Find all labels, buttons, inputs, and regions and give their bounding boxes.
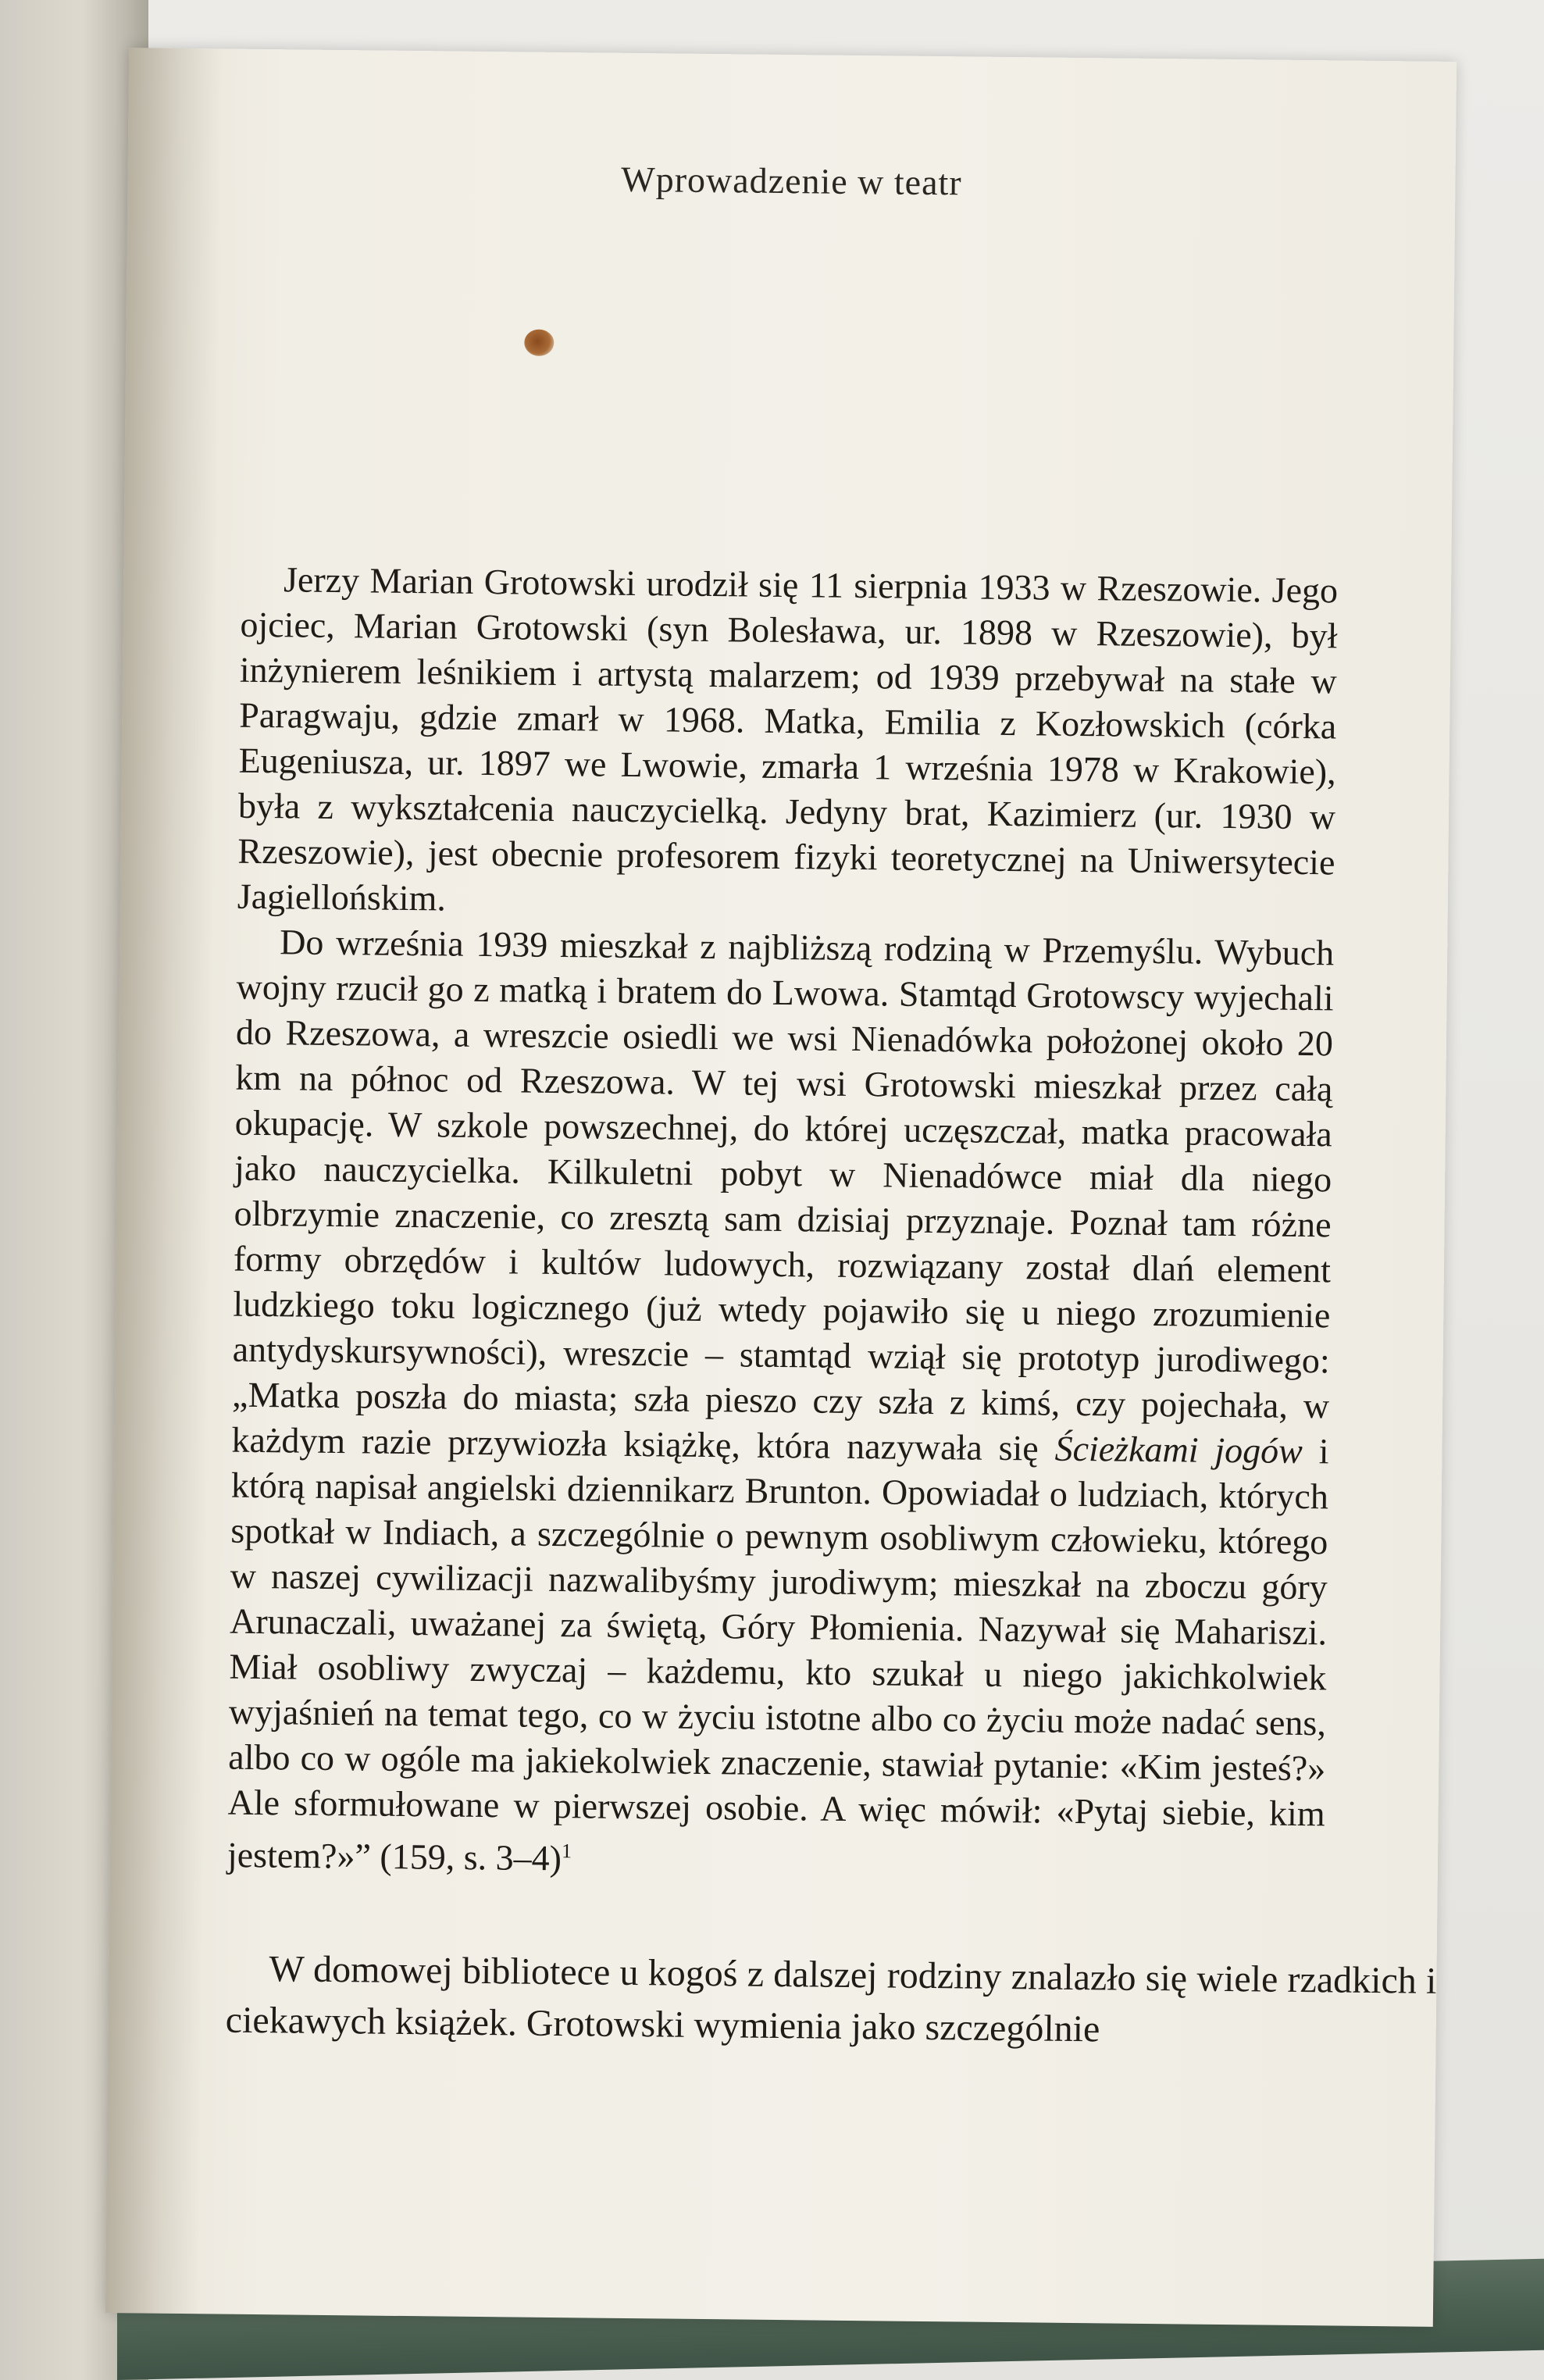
chapter-title: Wprowadzenie w teatr xyxy=(621,159,962,203)
paragraph-1: Jerzy Marian Grotowski urodził się 11 sierpnia 1933 w Rzeszowie. Jego ojciec, Marian Grotowski (syn Bolesława, ur. 1898 w Rzeszowie), był inżynierem leśnikiem i artystą malarzem; od 1939 przebywał na stałe w Paragwaju, gdzie zmarł w 1968. Matka, Emilia z Kozłowskich (córka Eugeniusza, ur. 1897 we Lwowie, zmarła 1 września 1978 w Krakowie), była z wykształcenia nauczycielką. Jedyny brat, Kazimierz (ur. 1930 w Rzeszowie), jest obecnie profesorem fizyki teoretycznej na Uniwersytecie Jagiellońskim. xyxy=(237,559,1339,919)
body-text-continued xyxy=(225,1943,1436,2059)
page-stain xyxy=(524,329,554,355)
paragraph-2 xyxy=(227,919,1335,1889)
paragraph-3: W domowej bibliotece u kogoś z dalszej rodziny znalazło się wiele rzadkich i ciekawych książek. Grotowski wymienia jako szczególnie xyxy=(225,1948,1437,2050)
body-text xyxy=(227,557,1339,1889)
footnote-mark: 1 xyxy=(561,1839,572,1863)
paragraph-2-text-b: i którą napisał angielski dziennikarz Brunton. Opowiadał o ludziach, których spotkał w Indiach, a szczególnie o pewnym osobliwym człowieku, którego w naszej cywilizacji nazwalibyśmy jurodiwym; mieszkał na zboczu góry Arunaczali, uważanej za świętą, Góry Płomienia. Nazywał się Mahariszi. Miał osobliwy zwyczaj – każdemu, kto szukał u niego jakichkolwiek wyjaśnień na temat tego, co w życiu istotne albo co życiu może nadać sens, albo co w ogóle ma jakiekolwiek znaczenie, stawiał pytanie: «Kim jesteś?» Ale sformułowane w pierwszej osobie. A więc mówił: «Pytaj siebie, kim jestem?»” (159, s. 3–4) xyxy=(226,1431,1329,1879)
book-page xyxy=(105,48,1457,2327)
book-title-italic: Ścieżkami jogów xyxy=(1054,1428,1303,1472)
paragraph-2-text-a: Do września 1939 mieszkał z najbliższą rodziną w Przemyślu. Wybuch wojny rzucił go z matką i bratem do Lwowa. Stamtąd Grotowscy wyjechali do Rzeszowa, a wreszcie osiedli we wsi Nienadówka położonej około 20 km na północ od Rzeszowa. W tej wsi Grotowski mieszkał przez całą okupację. W szkole powszechnej, do której uczęszczał, matka pracowała jako nauczycielka. Kilkuletni pobyt w Nienadówce miał dla niego olbrzymie znaczenie, co zresztą sam dzisiaj przyznaje. Poznał tam różne formy obrzędów i kultów ludowych, rozwiązany został dlań element ludzkiego toku logicznego (już wtedy pojawiło się u niego zrozumienie antydyskursywności), wreszcie – stamtąd wziął się prototyp jurodiwego:„Matka poszła do miasta; szła pieszo czy szła z kimś, czy pojechała, w każdym razie przywiozła książkę, która nazywała się xyxy=(231,922,1335,1468)
